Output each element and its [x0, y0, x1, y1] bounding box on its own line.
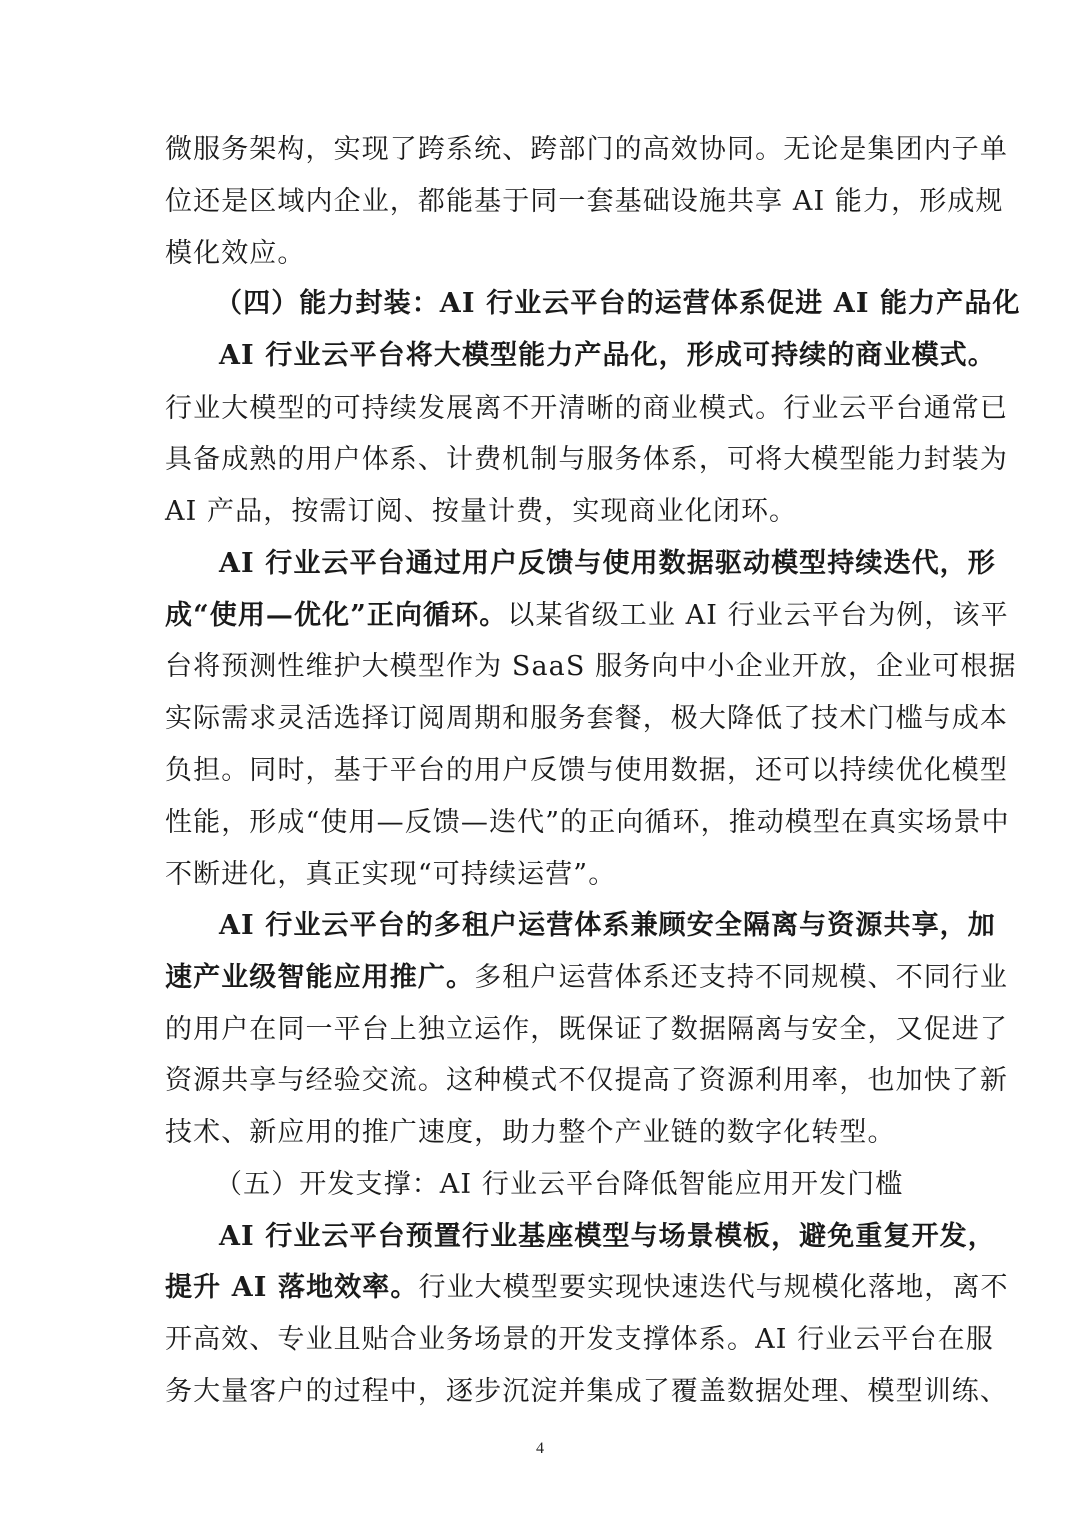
paragraph-lead: AI 行业云平台将大模型能力产品化，形成可持续的商业模式。	[219, 340, 996, 371]
paragraph-line: 开高效、专业且贴合业务场景的开发支撑体系。AI 行业云平台在服	[165, 1324, 994, 1355]
paragraph-line: 模化效应。	[165, 238, 306, 269]
paragraph-line: 性能，形成“使用—反馈—迭代”的正向循环，推动模型在真实场景中	[165, 807, 1010, 838]
paragraph-line: 实际需求灵活选择订阅周期和服务套餐，极大降低了技术门槛与成本	[165, 703, 1008, 734]
paragraph-line: AI 产品，按需订阅、按量计费，实现商业化闭环。	[165, 496, 798, 527]
paragraph-line	[165, 590, 1009, 642]
section-heading	[215, 1159, 925, 1211]
paragraph-lead-continuation: 提升 AI 落地效率。	[165, 1272, 419, 1303]
paragraph-lead: AI 行业云平台的多租户运营体系兼顾安全隔离与资源共享，加	[219, 910, 996, 941]
paragraph-line: 务大量客户的过程中，逐步沉淀并集成了覆盖数据处理、模型训练、	[165, 1376, 1008, 1407]
paragraph-text: 多租户运营体系还支持不同规模、不同行业	[474, 962, 1009, 993]
paragraph-line: 台将预测性维护大模型作为 SaaS 服务向中小企业开放，企业可根据	[165, 651, 1017, 682]
paragraph-line: 的用户在同一平台上独立运作，既保证了数据隔离与安全，又促进了	[165, 1014, 1008, 1045]
paragraph-line	[165, 952, 1009, 1004]
paragraph-line: 技术、新应用的推广速度，助力整个产业链的数字化转型。	[165, 1117, 896, 1148]
paragraph-line: 微服务架构，实现了跨系统、跨部门的高效协同。无论是集团内子单	[165, 134, 1008, 165]
paragraph-line	[165, 1262, 1009, 1314]
section-heading-text: （五）开发支撑：AI 行业云平台降低智能应用开发门槛	[215, 1169, 904, 1200]
paragraph-lead: AI 行业云平台预置行业基座模型与场景模板，避免重复开发，	[219, 1221, 996, 1252]
paragraph-line: 位还是区域内企业，都能基于同一套基础设施共享 AI 能力，形成规	[165, 186, 1004, 217]
paragraph-line: 行业大模型的可持续发展离不开清晰的商业模式。行业云平台通常已	[165, 393, 1008, 424]
paragraph-line: 不断进化，真正实现“可持续运营”。	[165, 859, 617, 890]
paragraph-lead-continuation: 成“使用—优化”正向循环。	[165, 600, 508, 631]
paragraph-line: 具备成熟的用户体系、计费机制与服务体系，可将大模型能力封装为	[165, 444, 1008, 475]
page-number: 4	[536, 1440, 544, 1457]
paragraph-line: 资源共享与经验交流。这种模式不仅提高了资源利用率，也加快了新	[165, 1065, 1008, 1096]
paragraph-text: 行业大模型要实现快速迭代与规模化落地，离不	[418, 1272, 1009, 1303]
paragraph-lead: AI 行业云平台通过用户反馈与使用数据驱动模型持续迭代，形	[219, 548, 996, 579]
paragraph-line: 负担。同时，基于平台的用户反馈与使用数据，还可以持续优化模型	[165, 755, 1008, 786]
paragraph-text: 以某省级工业 AI 行业云平台为例，该平	[507, 600, 1009, 631]
section-heading: （四）能力封装：AI 行业云平台的运营体系促进 AI 能力产品化	[215, 288, 1021, 319]
paragraph-lead-continuation: 速产业级智能应用推广。	[165, 962, 475, 993]
